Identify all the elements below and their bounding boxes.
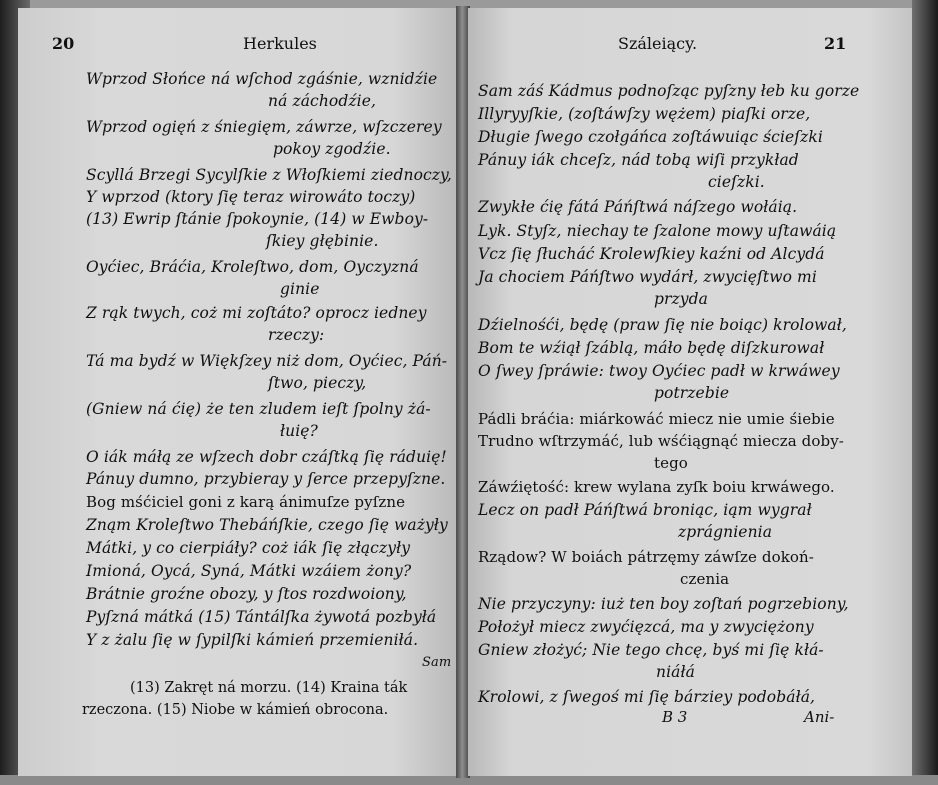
text-line: Ja chociem Páńſtwo wydárł, zwycięſtwo mi bbox=[478, 268, 817, 286]
text-line: Nie przyczyny: iuż ten boy zoſtań pogrzebiony, bbox=[478, 595, 849, 613]
text-line: Sam záś Kádmus podnoſząc pyſzny łeb ku gorze bbox=[478, 82, 860, 100]
text-line: niáłá bbox=[656, 663, 695, 681]
text-line: O ſwey ſpráwie: twoy Oyćiec padł w krwáwey bbox=[478, 362, 840, 380]
text-line: Scyllá Brzegi Sycylſkie z Włoſkiemi ziednoczy, bbox=[86, 166, 452, 184]
text-line: ſtwo, pieczy, bbox=[268, 374, 367, 392]
text-line: Bom te wźiął ſzáblą, máło będę diſzkurował bbox=[478, 339, 825, 357]
text-line: Tá ma bydź w Więkſzey niż dom, Oyćiec, Páń- bbox=[86, 352, 448, 370]
right-page-number: 21 bbox=[824, 34, 847, 53]
text-line: Gniew złożyć; Nie tego chcę, byś mi ſię kłá- bbox=[478, 641, 824, 659]
text-line: ginie bbox=[280, 280, 320, 298]
text-line: zprágnienia bbox=[678, 523, 773, 541]
footnote-line: rzeczona. (15) Niobe w kámień obrocona. bbox=[82, 702, 389, 718]
text-line: ſkiey głębinie. bbox=[266, 232, 379, 250]
text-line: Lecz on padł Páńſtwá broniąc, iąm wygrał bbox=[478, 501, 812, 519]
text-line: Znąm Kroleſtwo Thebáńſkie, czego ſię ważyły bbox=[86, 516, 448, 534]
catchword: Ani- bbox=[804, 708, 835, 726]
text-line: pokoy zgodźie. bbox=[273, 140, 391, 158]
text-line: Imioná, Oycá, Syná, Mátki wzáiem żony? bbox=[86, 562, 412, 580]
text-line: (13) Ewrip ſtánie ſpokoynie, (14) w Ewboy- bbox=[86, 210, 429, 228]
scan-right-edge bbox=[912, 0, 938, 785]
text-line: Położył miecz zwyćięzcá, ma y zwyciężony bbox=[478, 618, 814, 636]
text-line: łuię? bbox=[280, 422, 318, 440]
text-line: Bog mśćiciel goni z karą ánimuſze pyſzne bbox=[86, 493, 406, 511]
text-line: Vcz ſię ſłucháć Krolewſkiey kaźni od Alcydá bbox=[478, 245, 825, 263]
text-line: czenia bbox=[680, 570, 730, 588]
right-page bbox=[468, 8, 912, 776]
right-running-head: Száleiący. bbox=[618, 34, 698, 53]
text-line: rzeczy: bbox=[268, 326, 325, 344]
text-line: potrzebie bbox=[654, 384, 730, 402]
text-line: przyda bbox=[654, 290, 709, 308]
text-line: Rządow? W boiách pátrzęmy záwſze dokoń- bbox=[478, 548, 814, 566]
text-line: Illyryyſkie, (zoſtáwſzy wężem) piaſki orze, bbox=[478, 105, 811, 123]
text-line: Záwźiętość: krew wylana zyſk boiu krwáwego. bbox=[478, 478, 835, 496]
left-page-number: 20 bbox=[52, 34, 75, 53]
left-page bbox=[18, 8, 458, 776]
text-line: Oyćiec, Bráćia, Kroleſtwo, dom, Oyczyzná bbox=[86, 258, 419, 276]
text-line: Pánuy iák chceſz, nád tobą wiſi przykład bbox=[478, 151, 799, 169]
text-line: Wprzod ogięń z śniegięm, záwrze, wſzczerey bbox=[86, 118, 442, 136]
text-line: Wprzod Słońce ná wſchod zgáśnie, wznidźie bbox=[86, 70, 438, 88]
text-line: (Gniew ná ćię) że ten zludem ieſt ſpolny żá- bbox=[86, 400, 431, 418]
text-line: Lyk. Styſz, niechay te ſzalone mowy uſtawáią bbox=[478, 222, 837, 240]
text-line: Trudno wſtrzymáć, lub wśćiągnąć miecza doby- bbox=[478, 432, 844, 450]
text-line: Pádli bráćia: miárkowáć miecz nie umie śiebie bbox=[478, 410, 835, 428]
text-line: Dźielnośći, będę (praw ſię nie boiąc) krolował, bbox=[478, 316, 847, 334]
text-line: cieſzki. bbox=[708, 173, 765, 191]
text-line: Y z żalu ſię w ſypilſki kámień przemieniłá. bbox=[86, 631, 419, 649]
text-line: tego bbox=[654, 454, 688, 472]
text-line: Zwykłe ćię fátá Páńſtwá náſzego wołáią. bbox=[478, 198, 798, 216]
text-line: O iák máłą ze wſzech dobr czáſtką ſię ráduię! bbox=[86, 448, 447, 466]
footnote-line: (13) Zakręt ná morzu. (14) Kraina ták bbox=[130, 680, 408, 696]
catchword: Sam bbox=[422, 655, 452, 670]
text-line: Długie ſwego czołgáńca zoſtáwuiąc ścieſzki bbox=[478, 128, 823, 146]
signature-mark: B 3 bbox=[662, 708, 688, 726]
text-line: Brátnie groźne obozy, y ſtos rozdwoiony, bbox=[86, 585, 407, 603]
text-line: ná záchodźie, bbox=[268, 92, 376, 110]
text-line: Mátki, y co cierpiáły? coż iák ſię złączyły bbox=[86, 539, 411, 557]
text-line: Krolowi, z ſwegoś mi ſię bárziey podobáłá, bbox=[478, 688, 816, 706]
text-line: Pyſzná mátká (15) Tántálſka żywotá pozbyłá bbox=[86, 608, 437, 626]
text-line: Pánuy dumno, przybieray y ſerce przepyſzne. bbox=[86, 470, 446, 488]
left-running-head: Herkules bbox=[243, 34, 317, 53]
text-line: Z rąk twych, coż mi zoſtáto? oprocz iedney bbox=[86, 304, 427, 322]
text-line: Y wprzod (ktory ſię teraz wirowáto toczy) bbox=[86, 188, 416, 206]
